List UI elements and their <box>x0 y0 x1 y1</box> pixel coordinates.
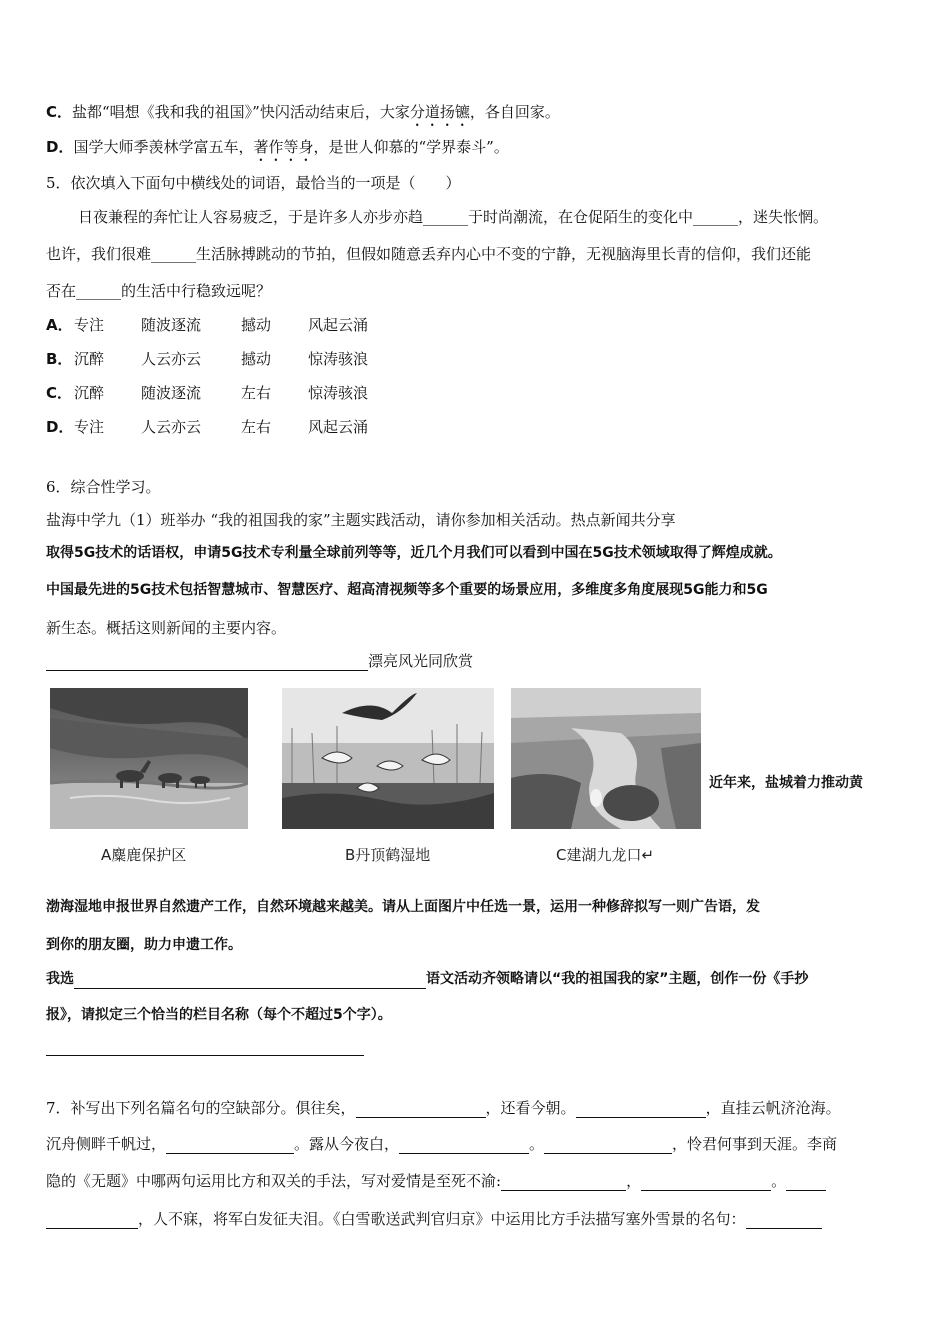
q4-option-c: C．盐都“唱想《我和我的祖国》”快闪活动结束后，大家分道扬镳，各自回家。 <box>46 103 560 121</box>
photo-caption-b: B丹顶鹤湿地 <box>345 846 431 864</box>
q7-line-1: 7．补写出下列名篇名句的空缺部分。俱往矣， ，还看今朝。 ，直挂云帆济沧海。 <box>46 1099 841 1117</box>
q6-side-text: 近年来，盐城着力推动黄 <box>709 775 863 791</box>
answer-blank[interactable] <box>166 1137 294 1154</box>
q6-task-line-2: 到你的朋友圈，助力申遗工作。 <box>46 937 242 953</box>
q6-task-line-1: 渤海湿地申报世界自然遗产工作，自然环境越来越美。请从上面图片中任选一景，运用一种修辞拟写一则广告语，发 <box>46 899 760 915</box>
answer-blank[interactable] <box>74 972 426 989</box>
q6-news-line-1: 取得5G技术的话语权，申请5G技术专利量全球前列等等，近几个月我们可以看到中国在5G技术领域取得了辉煌成就。 <box>46 545 782 561</box>
answer-blank[interactable] <box>46 1039 364 1056</box>
q5-option-c: C． 沉醉 随波逐流 左右 惊涛骇浪 <box>46 384 369 402</box>
q6-task-line-3: 报》，请拟定三个恰当的栏目名称（每个不超过5个字）。 <box>46 1007 392 1023</box>
photo-caption-c: C建湖九龙口↵ <box>556 846 655 864</box>
q5-option-a: A．专注 随波逐流 撼动 风起云涌 <box>46 316 369 334</box>
q4-option-d: D．国学大师季羡林学富五车，著作等身，是世人仰慕的“学界泰斗”。 <box>46 138 509 156</box>
q5-option-d: D．专注 人云亦云 左右 风起云涌 <box>46 418 369 436</box>
q7-line-3: 隐的《无题》中哪两句运用比方和双关的手法，写对爱情是至死不渝: ， 。 <box>46 1171 826 1191</box>
q5-passage-line-3: 否在______的生活中行稳致远呢？ <box>46 282 272 300</box>
q5-stem: 5．依次填入下面句中横线处的词语，最恰当的一项是（ ） <box>46 174 461 192</box>
q7-line-2: 沉舟侧畔千帆过， 。露从今夜白， 。 ，怜君何事到天涯。李商 <box>46 1135 838 1153</box>
answer-blank[interactable] <box>746 1212 822 1229</box>
answer-blank[interactable] <box>544 1137 672 1154</box>
q7-line-4: ，人不寐，将军白发征夫泪。《白雪歌送武判官归京》中运用比方手法描写塞外雪景的名句： <box>46 1209 822 1229</box>
q6-final-answer-row <box>46 1036 364 1056</box>
q6-stem: 6．综合性学习。 <box>46 478 161 496</box>
answer-blank[interactable] <box>356 1101 486 1118</box>
q5-option-b: B． 沉醉 人云亦云 撼动 惊涛骇浪 <box>46 350 369 368</box>
crane-wetland-photo <box>282 688 494 829</box>
q6-choose-row: 我选 语文活动齐领略请以“我的祖国我的家”主题，创作一份《手抄 <box>46 971 809 987</box>
photo-caption-a: A麋鹿保护区 <box>101 846 187 864</box>
deer-reserve-photo <box>50 688 248 829</box>
answer-blank[interactable] <box>786 1174 826 1191</box>
q6-scenery-row: 漂亮风光同欣赏 <box>46 651 473 671</box>
answer-blank[interactable] <box>641 1174 771 1191</box>
answer-blank[interactable] <box>399 1137 529 1154</box>
answer-blank[interactable] <box>46 654 368 671</box>
q5-passage-line-1: 日夜兼程的奔忙让人容易疲乏，于是许多人亦步亦趋______于时尚潮流，在仓促陌生的变化中______，迷失怅惘。 <box>78 208 829 226</box>
jiulongkou-lake-photo <box>511 688 701 829</box>
q6-intro: 盐海中学九（1）班举办 “我的祖国我的家”主题实践活动，请你参加相关活动。热点新闻共分享 <box>46 511 676 529</box>
answer-blank[interactable] <box>576 1101 706 1118</box>
q6-news-line-2: 中国最先进的5G技术包括智慧城市、智慧医疗、超高清视频等多个重要的场景应用，多维度多角度展现5G能力和5G <box>46 582 768 598</box>
q6-news-line-3: 新生态。概括这则新闻的主要内容。 <box>46 619 287 637</box>
q5-passage-line-2: 也许，我们很难______生活脉搏跳动的节拍，但假如随意丢弃内心中不变的宁静，无视脑海里长青的信仰，我们还能 <box>46 245 812 263</box>
answer-blank[interactable] <box>46 1212 138 1229</box>
answer-blank[interactable] <box>501 1174 626 1191</box>
